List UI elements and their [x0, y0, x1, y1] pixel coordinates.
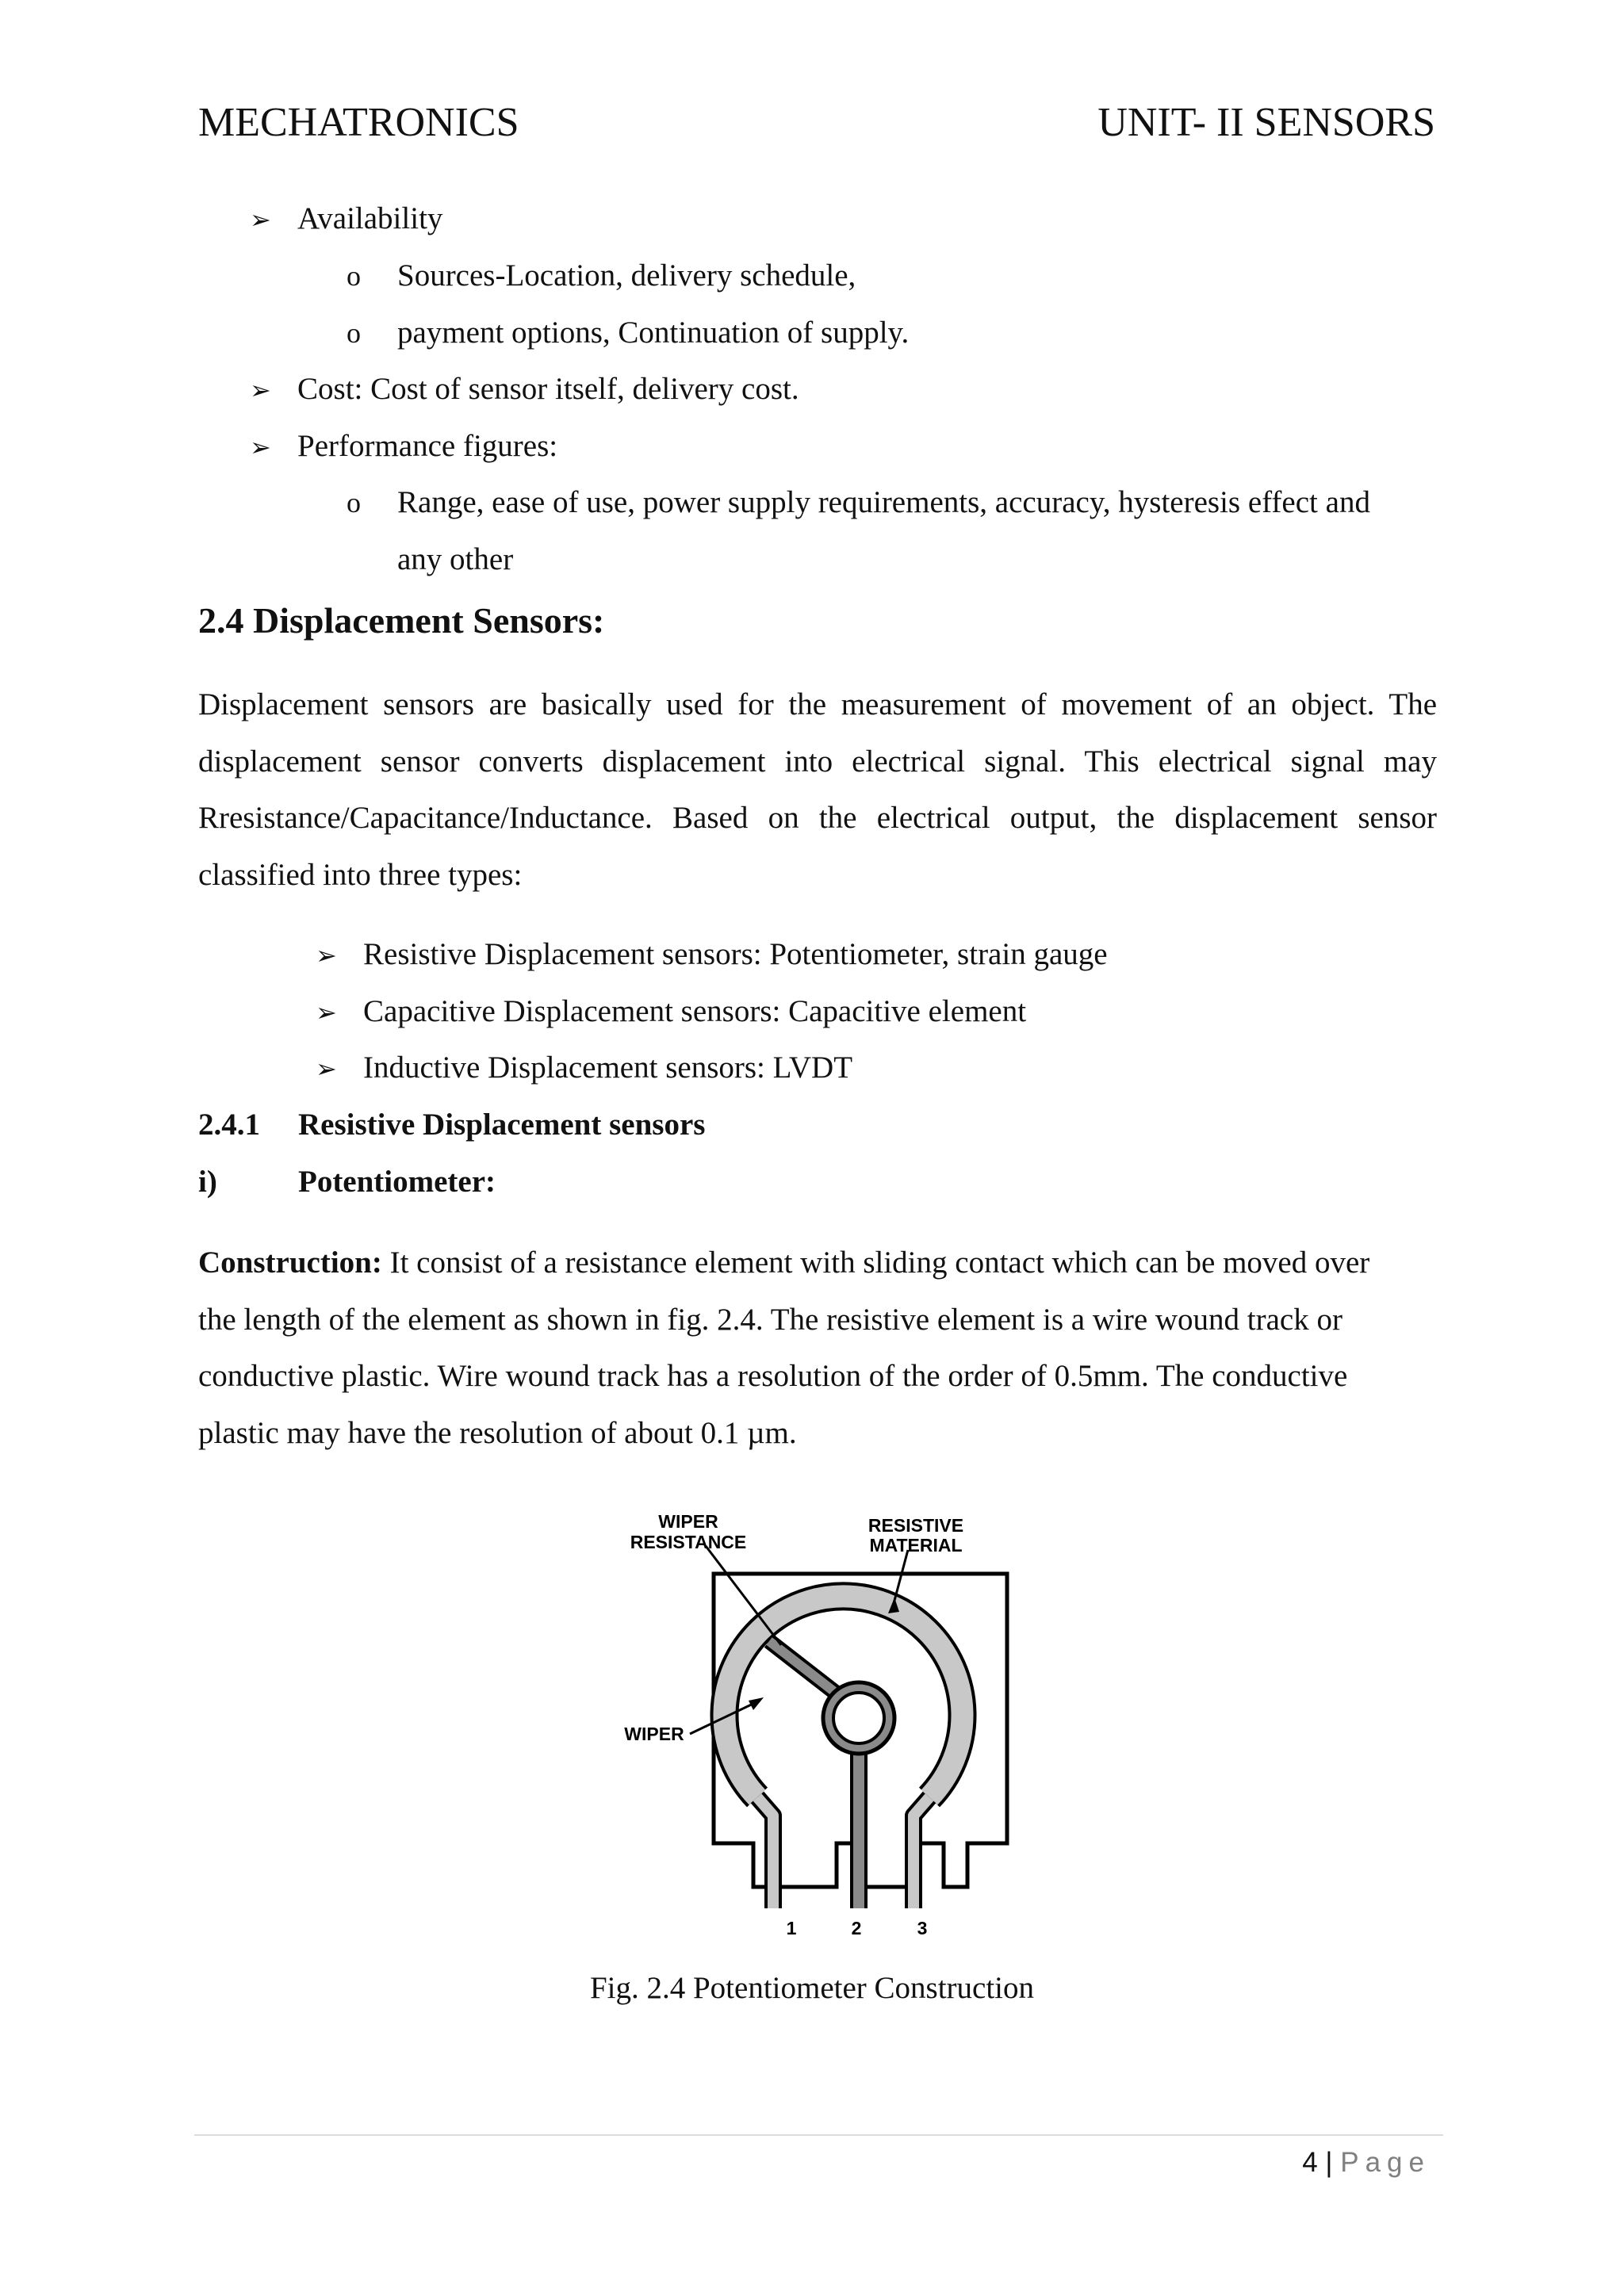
list-item-performance: ➢ Performance figures:	[250, 418, 557, 476]
sub-list-item: o payment options, Continuation of supply.	[347, 304, 909, 362]
header-course-title: MECHATRONICS	[198, 100, 519, 145]
section-paragraph: Displacement sensors are basically used for the measurement of movement of an object. The displacement sensor converts displacement into electrical signal. This electrical signal may Rresistance/Capacitance/Inductance. Based on the electrical output, the displacement sensor classified into three types:	[198, 687, 1437, 892]
section-heading: 2.4 Displacement Sensors:	[198, 600, 605, 641]
list-item-capacitive: ➢ Capacitive Displacement sensors: Capacitive element	[316, 983, 1026, 1042]
label-wiper-resistance-line2: RESISTANCE	[630, 1532, 747, 1552]
potentiometer-figure	[611, 1502, 1023, 1946]
pin-label-2: 2	[851, 1918, 862, 1938]
label-resistive-material-line1: RESISTIVE	[868, 1515, 964, 1536]
arrow-bullet-icon: ➢	[316, 940, 337, 970]
page-word: Page	[1340, 2147, 1431, 2178]
arrow-bullet-icon: ➢	[250, 205, 271, 235]
pin-label-3: 3	[917, 1918, 928, 1938]
arrow-bullet-icon: ➢	[250, 375, 271, 405]
figure-caption: Fig. 2.4 Potentiometer Construction	[589, 1971, 1035, 2005]
list-item-availability: ➢ Availability	[250, 190, 442, 249]
subsection-heading: 2.4.1 Resistive Displacement sensors	[198, 1108, 706, 1142]
arrow-bullet-icon: ➢	[316, 1054, 337, 1084]
circle-bullet-icon: o	[347, 260, 361, 292]
circle-bullet-icon: o	[347, 487, 361, 519]
list-item-cost: ➢ Cost: Cost of sensor itself, delivery cost.	[250, 361, 799, 419]
sub-list-item: o Sources-Location, delivery schedule,	[347, 247, 856, 305]
page-footer: 4 | Page	[1302, 2147, 1431, 2178]
sub-list-item-continuation: any other	[397, 542, 514, 576]
pin-label-1: 1	[786, 1918, 797, 1938]
potentiometer-diagram	[611, 1502, 1023, 1946]
item-heading-potentiometer: i) Potentiometer:	[198, 1165, 496, 1199]
label-wiper-resistance-line1: WIPER	[658, 1511, 718, 1532]
list-item-inductive: ➢ Inductive Displacement sensors: LVDT	[316, 1039, 852, 1098]
arrow-bullet-icon: ➢	[316, 997, 337, 1027]
page-number: 4	[1302, 2147, 1318, 2178]
list-item-resistive: ➢ Resistive Displacement sensors: Potentiometer, strain gauge	[316, 926, 1108, 985]
label-resistive-material-line2: MATERIAL	[869, 1535, 963, 1556]
header-unit-title: UNIT- II SENSORS	[1097, 100, 1435, 145]
wiper-hub-center	[833, 1693, 884, 1743]
label-wiper: WIPER	[624, 1724, 684, 1744]
construction-paragraph: Construction: It consist of a resistance element with sliding contact which can be moved over the length of the element as shown in fig. 2.4. The resistive element is a wire wound track or conductive plastic. Wire wound track has a resolution of the order of 0.5mm. The conductive plastic may have the resolution of about 0.1 µm.	[198, 1246, 1370, 1450]
footer-divider	[194, 2134, 1443, 2136]
arrow-bullet-icon: ➢	[250, 432, 271, 462]
sub-list-item: o Range, ease of use, power supply requirements, accuracy, hysteresis effect and	[347, 474, 1370, 532]
circle-bullet-icon: o	[347, 317, 361, 349]
